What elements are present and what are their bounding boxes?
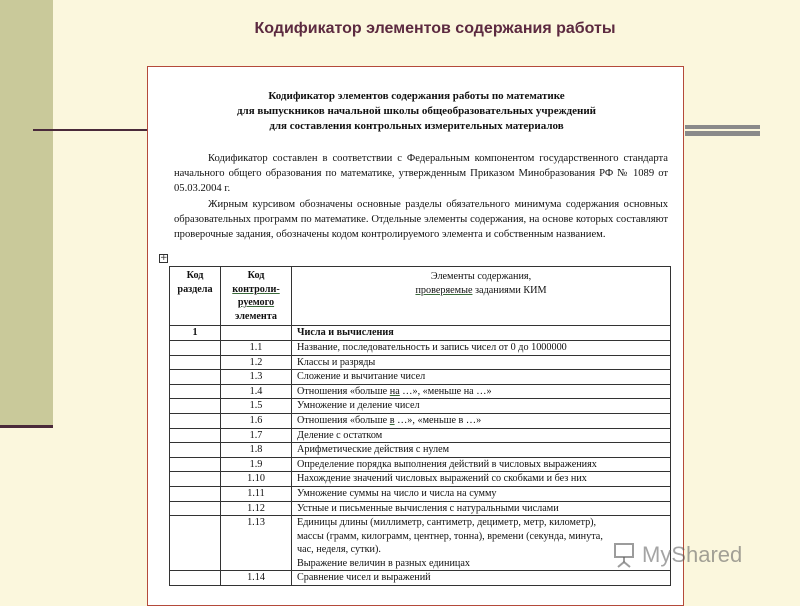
element-text: Определение порядка выполнения действий в числовых выражениях <box>292 457 671 472</box>
section-element-code <box>221 326 292 341</box>
table-row <box>170 443 671 458</box>
element-code: 1.12 <box>221 501 292 516</box>
element-text: Арифметические действия с нулем <box>292 443 671 458</box>
table-row <box>170 472 671 487</box>
element-text: Устные и письменные вычисления с натуральными числами <box>292 501 671 516</box>
element-code: 1.10 <box>221 472 292 487</box>
element-text: Единицы длины (миллиметр, сантиметр, дециметр, метр, километр), массы (грамм, килограмм, центнер, тонна), времени (секунда, минута, час, неделя, сутки). Выражение величин в разных единицах <box>292 516 671 571</box>
element-code: 1.9 <box>221 457 292 472</box>
element-code: 1.6 <box>221 413 292 428</box>
watermark-text: MyShared <box>642 542 743 567</box>
header-section-code: Код раздела <box>170 267 221 326</box>
table-row <box>170 501 671 516</box>
table-move-handle-icon[interactable]: + <box>160 253 168 263</box>
element-code: 1.5 <box>221 399 292 414</box>
section-name: Числа и вычисления <box>292 326 671 341</box>
element-code: 1.7 <box>221 428 292 443</box>
element-code: 1.2 <box>221 355 292 370</box>
left-accent-underline <box>0 425 53 428</box>
codifier-table <box>169 266 671 586</box>
document-title <box>148 89 685 134</box>
document-title-line: для выпускников начальной школы общеобразовательных учреждений <box>236 105 597 117</box>
element-code: 1.8 <box>221 443 292 458</box>
table-row <box>170 384 671 399</box>
element-code: 1.13 <box>221 516 292 571</box>
watermark <box>612 538 742 572</box>
document-title-line: Кодификатор элементов содержания работы по математике <box>268 90 565 102</box>
table-row <box>170 370 671 385</box>
slide-title: Кодификатор элементов содержания работы <box>254 20 616 37</box>
table-row <box>170 340 671 355</box>
legend-paragraph: Жирным курсивом обозначены основные разделы обязательного минимума содержания основных образовательных программ по математике. Отдельные элементы содержания, на основе которых составляют проверочные задания, обозначены кодом контролируемого элемента и собственным названием. <box>174 199 668 241</box>
element-text: Сложение и вычитание чисел <box>292 370 671 385</box>
header-content: Элементы содержания, проверяемые заданиями КИМ <box>292 267 671 326</box>
intro-paragraph: Кодификатор составлен в соответствии с Федеральным компонентом государственного стандарта начального общего образования по математике, утвержденным Приказом Минобразования РФ № 1089 от 05.03.2004 г. <box>174 153 668 195</box>
element-text: Название, последовательность и запись чисел от 0 до 1000000 <box>292 340 671 355</box>
table-row <box>170 571 671 586</box>
element-code: 1.4 <box>221 384 292 399</box>
element-text: Умножение и деление чисел <box>292 399 671 414</box>
document-title-line: для составления контрольных измерительных материалов <box>269 120 564 132</box>
element-text: Умножение суммы на число и числа на сумму <box>292 486 671 501</box>
element-text: Отношения «больше в …», «меньше в …» <box>292 413 671 428</box>
presentation-board-icon <box>612 542 636 568</box>
table-header-row <box>170 267 671 326</box>
section-row <box>170 326 671 341</box>
header-element-code: Код контроли- руемого элемента <box>221 267 292 326</box>
table-row <box>170 428 671 443</box>
element-code: 1.14 <box>221 571 292 586</box>
element-code: 1.1 <box>221 340 292 355</box>
element-text: Сравнение чисел и выражений <box>292 571 671 586</box>
element-text: Отношения «больше на …», «меньше на …» <box>292 384 671 399</box>
element-text: Нахождение значений числовых выражений со скобками и без них <box>292 472 671 487</box>
table-row <box>170 486 671 501</box>
divider-right <box>685 125 760 136</box>
element-code: 1.11 <box>221 486 292 501</box>
table-row <box>170 355 671 370</box>
table-row <box>170 516 671 571</box>
element-text: Классы и разряды <box>292 355 671 370</box>
table-row <box>170 457 671 472</box>
element-text: Деление с остатком <box>292 428 671 443</box>
left-accent-bar <box>0 0 53 425</box>
table-row <box>170 399 671 414</box>
divider-left <box>33 129 148 131</box>
section-code: 1 <box>170 326 221 341</box>
table-row <box>170 413 671 428</box>
element-code: 1.3 <box>221 370 292 385</box>
document-page <box>147 66 684 606</box>
